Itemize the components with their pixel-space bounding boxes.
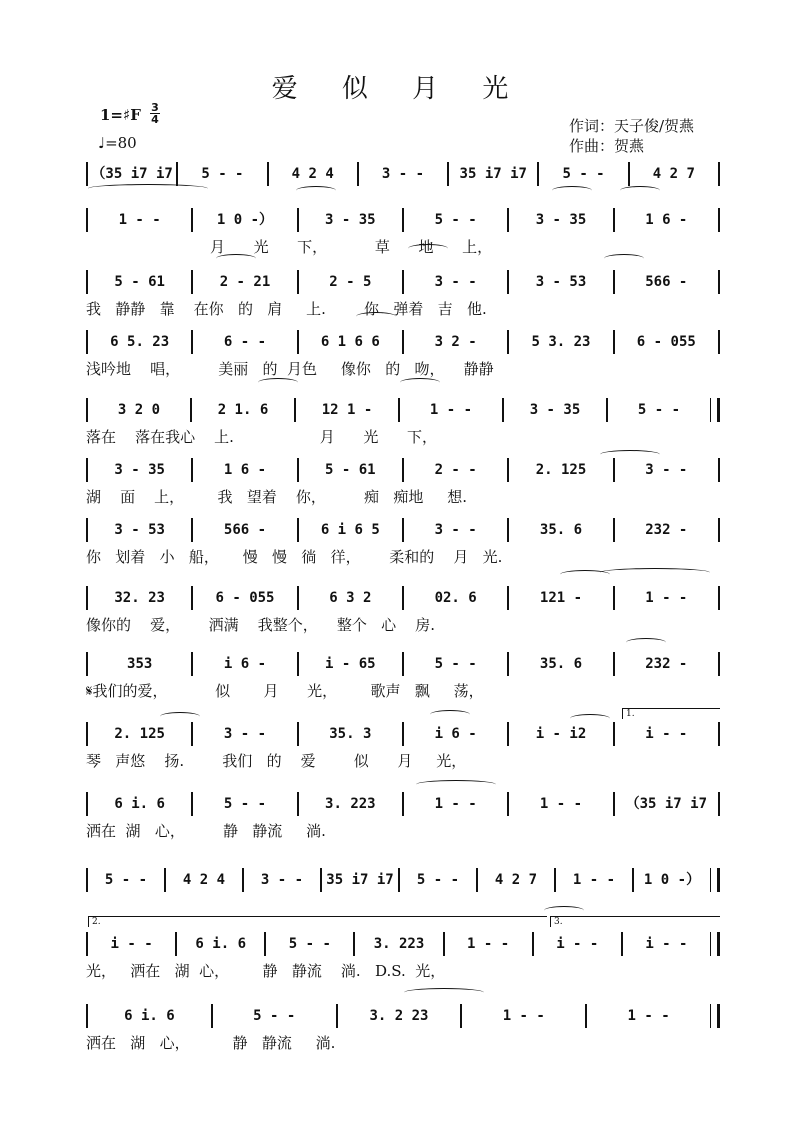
slur-mark <box>408 244 448 253</box>
measure: 5 - 61 <box>114 274 165 290</box>
lyric-line: 琴 声悠 扬. 我们 的 爱 似 月 光， <box>86 752 467 770</box>
measure: 6 i. 6 <box>124 1008 175 1024</box>
slur-mark <box>216 254 256 263</box>
measure: 3. 223 <box>373 936 425 952</box>
measure: 35. 6 <box>539 656 583 672</box>
measure: 35. 3 <box>329 726 372 742</box>
measure: 1 - - <box>572 872 616 888</box>
barline <box>718 162 720 186</box>
lyric-line: 洒在 湖 心， 静 静流 淌. <box>86 822 326 840</box>
measure: 32. 23 <box>114 590 165 606</box>
time-signature-top: 3 <box>151 101 159 114</box>
measure: i 6 - <box>223 656 267 672</box>
slur-mark <box>258 378 298 387</box>
measure: i - - <box>645 936 688 952</box>
measure: 6 5. 23 <box>110 334 170 350</box>
barline <box>710 398 720 422</box>
slur-mark <box>600 568 710 577</box>
notation-line <box>86 270 720 294</box>
measure: 35 i7 i7 <box>326 872 394 888</box>
slur-mark <box>160 712 200 721</box>
barline <box>710 1004 720 1028</box>
lyric-line: 像你的 爱， 洒满 我整个， 整个 心 房. <box>86 616 435 634</box>
measure: 6 i. 6 <box>195 936 246 952</box>
measure: （35 i7 i7 <box>625 796 708 812</box>
measure: i - i2 <box>535 726 587 742</box>
notation-line <box>86 792 720 816</box>
measure: 3 - - <box>223 726 267 742</box>
measure: 6 - 055 <box>215 590 275 606</box>
measure: 3 - 53 <box>114 522 165 538</box>
measure: 121 - <box>539 590 583 606</box>
measure: 3 - 35 <box>535 212 587 228</box>
notation-line <box>86 722 720 746</box>
measure: 232 - <box>645 522 688 538</box>
notation-line <box>86 586 720 610</box>
measure: 1 - - <box>118 212 161 228</box>
measure: 3 - - <box>260 872 304 888</box>
measure: 566 - <box>223 522 267 538</box>
measure: i - - <box>556 936 599 952</box>
measure: 6 i. 6 <box>114 796 165 812</box>
lyric-line: 浅吟地 唱， 美丽 的 月色 像你 的 吻， 静静 <box>86 360 494 378</box>
measure: 3 - 35 <box>529 402 581 418</box>
notation-line <box>86 1004 720 1028</box>
measure: 6 - 055 <box>636 334 696 350</box>
measure: 2 1. 6 <box>217 402 269 418</box>
measure: 232 - <box>645 656 688 672</box>
notation-line <box>86 330 720 354</box>
lyric-line: 我 静静 靠 在你 的 肩 上. 你 弹着 吉 他. <box>86 300 487 318</box>
volta-bracket: 2. <box>88 916 547 927</box>
song-title: 爱 似 月 光 <box>271 74 527 104</box>
barline <box>710 932 720 956</box>
measure: 3 - - <box>434 274 477 290</box>
lyric-line: 月 光 下， 草 地 上， <box>86 238 493 256</box>
volta-bracket: 1. <box>622 708 720 719</box>
slur-mark <box>544 906 584 915</box>
measure: 1 - - <box>467 936 510 952</box>
lyric-line: 洒在 湖 心， 静 静流 淌. <box>86 1034 336 1052</box>
slur-mark <box>626 638 666 647</box>
barline <box>718 458 720 482</box>
credits <box>569 116 694 156</box>
barline <box>718 722 720 746</box>
measure: 6 - - <box>223 334 267 350</box>
measure: 12 1 - <box>321 402 373 418</box>
measure: 1 0 -） <box>216 212 274 228</box>
notation-line <box>86 518 720 542</box>
barline <box>718 652 720 676</box>
measure: 4 2 4 <box>182 872 226 888</box>
measure: （35 i7 i7 <box>91 166 173 182</box>
slur-mark <box>620 186 660 195</box>
measure: 4 2 7 <box>494 872 538 888</box>
slur-mark <box>600 450 660 459</box>
measure: i - - <box>110 936 153 952</box>
measure: 5 - - <box>562 166 605 182</box>
measure: 4 2 4 <box>291 166 334 182</box>
lyric-line: 落在 落在我心 上. 月 光 下， <box>86 428 437 446</box>
slur-mark <box>404 988 484 997</box>
measure: 3 - - <box>645 462 688 478</box>
measure: 3 2 0 <box>117 402 161 418</box>
measure: 6 i 6 5 <box>320 522 380 538</box>
measure: 5 - - <box>416 872 460 888</box>
measure: 6 3 2 <box>329 590 372 606</box>
notation-line <box>86 652 720 676</box>
measure: 3 - - <box>381 166 425 182</box>
tempo-marking: ♩=80 <box>98 134 137 152</box>
measure: 5 - - <box>253 1008 296 1024</box>
barline <box>718 792 720 816</box>
measure: 3 2 - <box>434 334 477 350</box>
barline <box>710 868 720 892</box>
measure: 1 0 -） <box>643 872 701 888</box>
measure: 5 - - <box>637 402 681 418</box>
measure: 5 3. 23 <box>531 334 591 350</box>
slur-mark <box>430 710 470 719</box>
barline <box>718 330 720 354</box>
measure: 3 - - <box>434 522 477 538</box>
notation-line <box>86 868 720 892</box>
measure: 566 - <box>645 274 688 290</box>
time-signature-bottom: 4 <box>151 113 159 126</box>
barline <box>718 586 720 610</box>
measure: 4 2 7 <box>652 166 695 182</box>
measure: i - 65 <box>325 656 376 672</box>
slur-mark <box>356 312 396 321</box>
measure: 3. 223 <box>325 796 376 812</box>
measure: 1 6 - <box>645 212 688 228</box>
measure: 1 - - <box>627 1008 670 1024</box>
measure: 5 - - <box>223 796 267 812</box>
measure: 3 - 53 <box>535 274 587 290</box>
composer: 作曲：贺燕 <box>569 137 645 155</box>
measure: 2 - - <box>434 462 477 478</box>
time-signature <box>150 102 160 125</box>
measure: 2. 125 <box>535 462 587 478</box>
notation-line <box>86 932 720 956</box>
measure: i 6 - <box>434 726 477 742</box>
key-signature: 1=♯F <box>100 106 141 124</box>
volta-bracket: 3. <box>550 916 720 927</box>
lyric-line: 湖 面 上， 我 望着 你， 痴 痴地 想. <box>86 488 467 506</box>
measure: 2. 125 <box>114 726 165 742</box>
measure: 1 - - <box>539 796 583 812</box>
notation-line <box>86 458 720 482</box>
measure: 35 i7 i7 <box>459 166 527 182</box>
measure: 1 - - <box>645 590 688 606</box>
notation-line <box>86 398 720 422</box>
slur-mark <box>416 780 496 789</box>
measure: 5 - - <box>434 656 477 672</box>
barline <box>718 270 720 294</box>
measure: 2 - 5 <box>329 274 372 290</box>
notation-line <box>86 208 720 232</box>
barline <box>718 518 720 542</box>
measure: 3. 2 23 <box>369 1008 429 1024</box>
measure: 5 - - <box>201 166 244 182</box>
barline <box>718 208 720 232</box>
measure: 353 <box>127 656 153 672</box>
measure: 1 - - <box>429 402 473 418</box>
lyricist: 作词：天子俊/贺燕 <box>569 117 695 135</box>
measure: 3 - 35 <box>325 212 376 228</box>
lyric-line: 你 划着 小 船， 慢 慢 徜 徉， 柔和的 月 光. <box>86 548 503 566</box>
measure: 1 - - <box>434 796 477 812</box>
measure: 02. 6 <box>434 590 477 606</box>
slur-mark <box>296 186 336 195</box>
lyric-line: 𝄋我们的爱， 似 月 光， 歌声 飘 荡， <box>86 682 484 700</box>
slur-mark <box>400 378 440 387</box>
measure: 2 - 21 <box>219 274 271 290</box>
measure: 5 - - <box>288 936 331 952</box>
measure: 5 - - <box>434 212 477 228</box>
slur-mark <box>604 254 644 263</box>
measure: i - - <box>645 726 688 742</box>
lyric-line: 光， 洒在 湖 心， 静 静流 淌. D.S. 光， <box>86 962 446 980</box>
slur-mark <box>552 186 592 195</box>
measure: 1 6 - <box>223 462 267 478</box>
measure: 1 - - <box>502 1008 545 1024</box>
slur-mark <box>570 714 610 723</box>
measure: 5 - 61 <box>325 462 376 478</box>
measure: 3 - 35 <box>114 462 165 478</box>
slur-mark <box>88 184 208 193</box>
measure: 35. 6 <box>539 522 583 538</box>
measure: 6 1 6 6 <box>320 334 380 350</box>
measure: 5 - - <box>104 872 148 888</box>
notation-line <box>86 162 720 186</box>
